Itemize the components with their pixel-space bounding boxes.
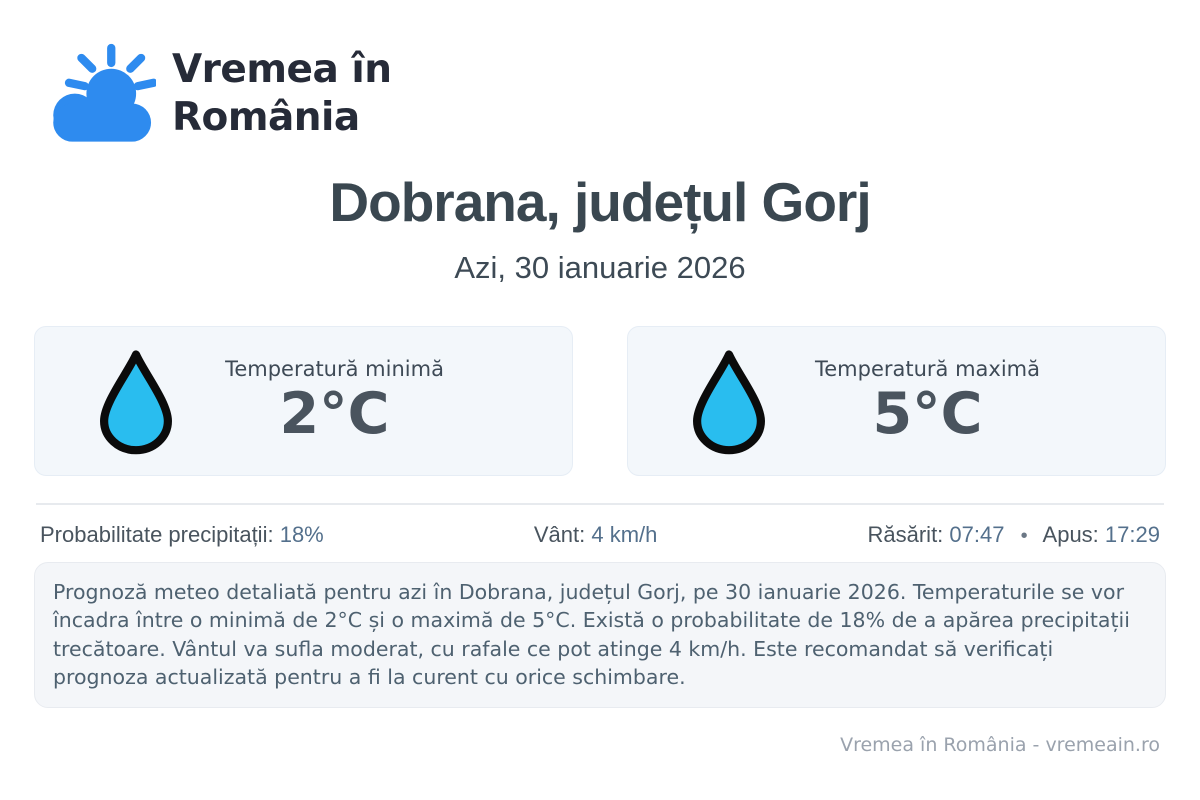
- footer-attribution: Vremea în România - vremeain.ro: [840, 733, 1160, 756]
- precipitation-label: Probabilitate precipitații:: [40, 522, 274, 547]
- droplet-icon: [688, 342, 770, 460]
- date-subtitle: Azi, 30 ianuarie 2026: [454, 250, 746, 285]
- sunrise-label: Răsărit:: [867, 522, 944, 547]
- max-temperature-card: [627, 326, 1166, 476]
- temperature-cards: [34, 326, 1166, 476]
- min-temperature-value: 2°C: [279, 380, 390, 447]
- max-temperature-label: Temperatură maximă: [814, 356, 1041, 381]
- min-temperature-card: [34, 326, 573, 476]
- brand-name-line2: România: [172, 95, 360, 140]
- sun-behind-cloud-icon: [40, 42, 156, 146]
- min-temperature-text: [177, 357, 572, 446]
- brand-name: [172, 46, 391, 141]
- wind-stat: [534, 522, 658, 548]
- stats-row: [40, 522, 1160, 548]
- sunset-value: 17:29: [1104, 522, 1160, 547]
- brand-header: [0, 0, 1200, 146]
- max-temperature-value: 5°C: [872, 380, 983, 447]
- bullet-separator: •: [1020, 525, 1028, 547]
- page-title: Dobrana, județul Gorj: [329, 171, 871, 233]
- sunset-label: Apus:: [1042, 522, 1099, 547]
- wind-value: 4 km/h: [591, 522, 658, 547]
- min-temperature-label: Temperatură minimă: [225, 356, 444, 381]
- wind-label: Vânt:: [533, 522, 586, 547]
- precipitation-value: 18%: [279, 522, 324, 547]
- brand-name-line1: Vremea în: [172, 47, 392, 93]
- droplet-icon: [95, 342, 177, 460]
- forecast-description: Prognoză meteo detaliată pentru azi în Dobrana, județul Gorj, pe 30 ianuarie 2026. Temperaturile se vor încadra între o minimă de 2°C și o maximă de 5°C. Există o probabilitate de 18% de a apărea precipitații trecătoare. Vântul va sufla moderat, cu rafale ce pot atinge 4 km/h. Este recomandat să verificați prognoza actualizată pentru a fi la curent cu orice schimbare.: [34, 562, 1166, 708]
- precipitation-stat: [40, 522, 324, 548]
- sun-times-stat: [868, 522, 1160, 548]
- stats-divider: [36, 503, 1164, 505]
- max-temperature-text: [770, 357, 1165, 446]
- sunrise-value: 07:47: [949, 522, 1005, 547]
